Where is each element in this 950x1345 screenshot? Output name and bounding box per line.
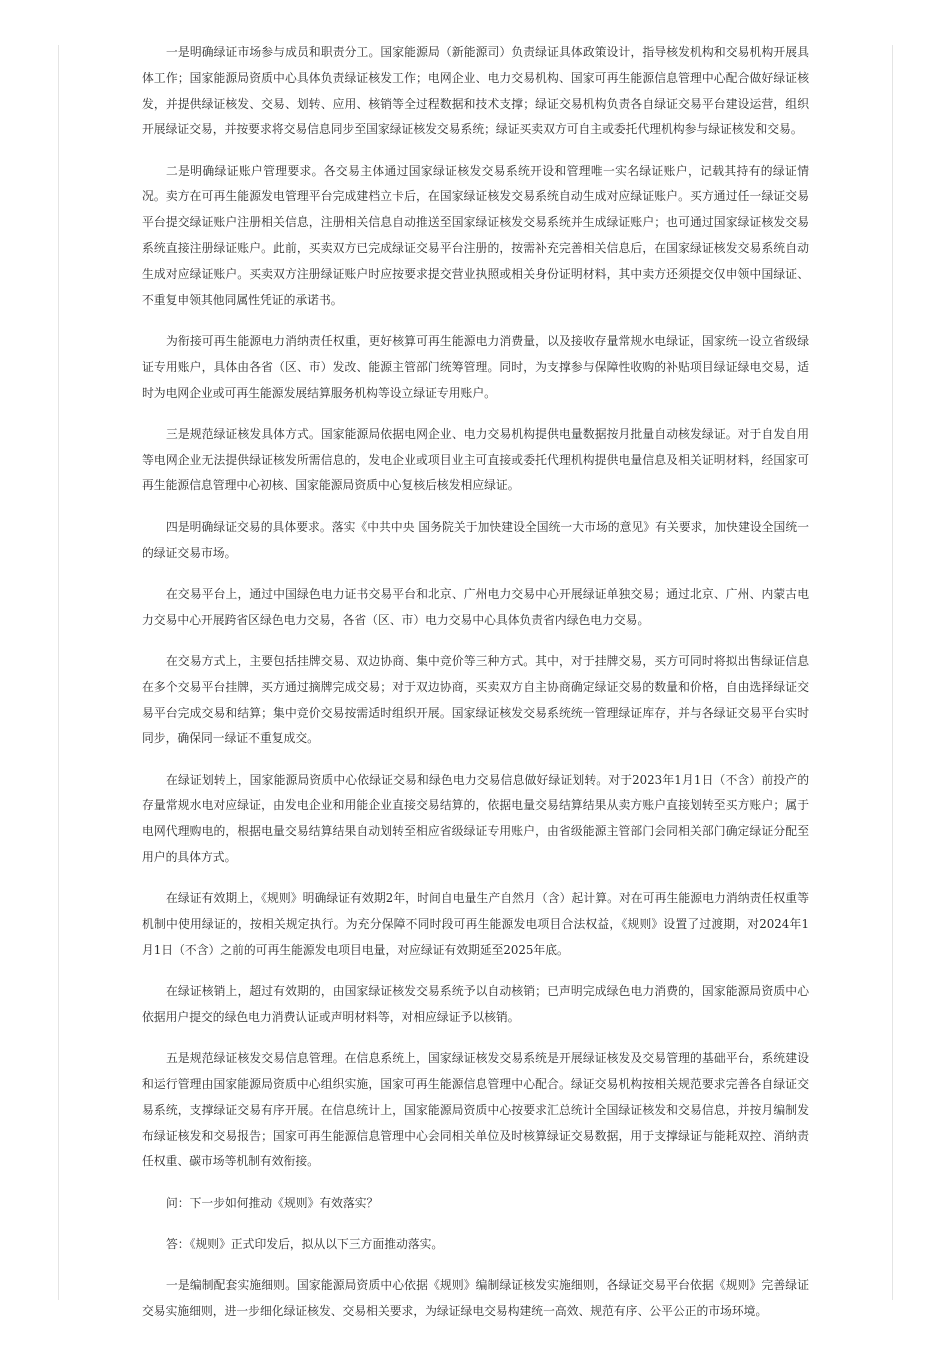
paragraph-provincial-accounts: 为衔接可再生能源电力消纳责任权重，更好核算可再生能源电力消费量，以及接收存量常规水电绿证，国家统一设立省级绿证专用账户，具体由各省（区、市）发改、能源主管部门统筹管理。同时，为支撑参与保障性收购的补贴项目绿证绿电交易，适时为电网企业或可再生能源发展结算服务机构等设立绿证专用账户。 [142, 333, 809, 400]
paragraph-trading-method: 在交易方式上，主要包括挂牌交易、双边协商、集中竞价等三种方式。其中，对于挂牌交易，买方可同时将拟出售绿证信息在多个交易平台挂牌，买方通过摘牌完成交易；对于双边协商，买卖双方自主协商确定绿证交易的数量和价格，自由选择绿证交易平台完成交易和结算；集中竞价交易按需适时组织开展。国家绿证核发交易系统统一管理绿证库存，并与各绿证交易平台实时同步，确保同一绿证不重复成交。 [142, 653, 809, 746]
article-body [142, 40, 809, 1340]
paragraph-cancellation: 在绿证核销上，超过有效期的，由国家绿证核发交易系统予以自动核销；已声明完成绿色电力消费的，国家能源局资质中心依据用户提交的绿色电力消费认证或声明材料等，对相应绿证予以核销。 [142, 984, 809, 1024]
paragraph-account-management: 二是明确绿证账户管理要求。各交易主体通过国家绿证核发交易系统开设和管理唯一实名绿证账户，记载其持有的绿证情况。卖方在可再生能源发电管理平台完成建档立卡后，在国家绿证核发交易系统自动生成对应绿证账户。买方通过任一绿证交易平台提交绿证账户注册相关信息，注册相关信息自动推送至国家绿证核发交易系统并生成绿证账户；也可通过国家绿证核发交易系统直接注册绿证账户。此前，买卖双方已完成绿证交易平台注册的，按需补充完善相关信息后，在国家绿证核发交易系统自动生成对应绿证账户。买卖双方注册绿证账户时应按要求提交营业执照或相关身份证明材料，其中卖方还须提交仅申领中国绿证、不重复申领其他同属性凭证的承诺书。 [142, 163, 809, 307]
paragraph-question: 问：下一步如何推动《规则》有效落实？ [166, 1195, 379, 1210]
paragraph-information-management: 五是规范绿证核发交易信息管理。在信息系统上，国家绿证核发交易系统是开展绿证核发及交易管理的基础平台，系统建设和运行管理由国家能源局资质中心组织实施，国家可再生能源信息管理中心配合。绿证交易机构按相关规范要求完善各自绿证交易系统，支撑绿证交易有序开展。在信息统计上，国家能源局资质中心按要求汇总统计全国绿证核发和交易信息，并按月编制发布绿证核发和交易报告；国家可再生能源信息管理中心会同相关单位及时核算绿证交易数据，用于支撑绿证与能耗双控、消纳责任权重、碳市场等机制有效衔接。 [142, 1051, 809, 1169]
page-border-right [892, 45, 893, 1300]
paragraph-trading-requirements: 四是明确绿证交易的具体要求。落实《中共中央 国务院关于加快建设全国统一大市场的意见》有关要求，加快建设全国统一的绿证交易市场。 [142, 519, 809, 560]
paragraph-market-members: 一是明确绿证市场参与成员和职责分工。国家能源局（新能源司）负责绿证具体政策设计，指导核发机构和交易机构开展具体工作；国家能源局资质中心具体负责绿证核发工作；电网企业、电力交易机构、国家可再生能源信息管理中心配合做好绿证核发，并提供绿证核发、交易、划转、应用、核销等全过程数据和技术支撑；绿证交易机构负责各自绿证交易平台建设运营，组织开展绿证交易，并按要求将交易信息同步至国家绿证核发交易系统；绿证买卖双方可自主或委托代理机构参与绿证核发和交易。 [142, 45, 809, 137]
paragraph-trading-platform: 在交易平台上，通过中国绿色电力证书交易平台和北京、广州电力交易中心开展绿证单独交易；通过北京、广州、内蒙古电力交易中心开展跨省区绿色电力交易，各省（区、市）电力交易中心具体负责省内绿色电力交易。 [142, 586, 809, 627]
paragraph-answer: 答：《规则》正式印发后，拟从以下三方面推动落实。 [166, 1237, 444, 1252]
page-border-left [58, 45, 59, 1300]
paragraph-issuance-method: 三是规范绿证核发具体方式。国家能源局依据电网企业、电力交易机构提供电量数据按月批量自动核发绿证。对于自发自用等电网企业无法提供绿证核发所需信息的，发电企业或项目业主可直接或委托代理机构提供电量信息及相关证明材料，经国家可再生能源信息管理中心初核、国家能源局资质中心复核后核发相应绿证。 [142, 426, 809, 493]
paragraph-implementation-rules: 一是编制配套实施细则。国家能源局资质中心依据《规则》编制绿证核发实施细则，各绿证交易平台依据《规则》完善绿证交易实施细则，进一步细化绿证核发、交易相关要求，为绿证绿电交易构建统一高效、规范有序、公平公正的市场环境。 [142, 1278, 809, 1319]
paragraph-certificate-transfer: 在绿证划转上，国家能源局资质中心依绿证交易和绿色电力交易信息做好绿证划转。对于2023年1月1日（不含）前投产的存量常规水电对应绿证，由发电企业和用能企业直接交易结算的，依据电量交易结算结果从卖方账户直接划转至买方账户；属于电网代理购电的，根据电量交易结算结果自动划转至相应省级绿证专用账户，由省级能源主管部门会同相关部门确定绿证分配至用户的具体方式。 [142, 772, 809, 865]
paragraph-validity-period: 在绿证有效期上，《规则》明确绿证有效期2年，时间自电量生产自然月（含）起计算。对在可再生能源电力消纳责任权重等机制中使用绿证的，按相关规定执行。为充分保障不同时段可再生能源发电项目合法权益，《规则》设置了过渡期，对2024年1月1日（不含）之前的可再生能源发电项目电量，对应绿证有效期延至2025年底。 [142, 891, 809, 957]
